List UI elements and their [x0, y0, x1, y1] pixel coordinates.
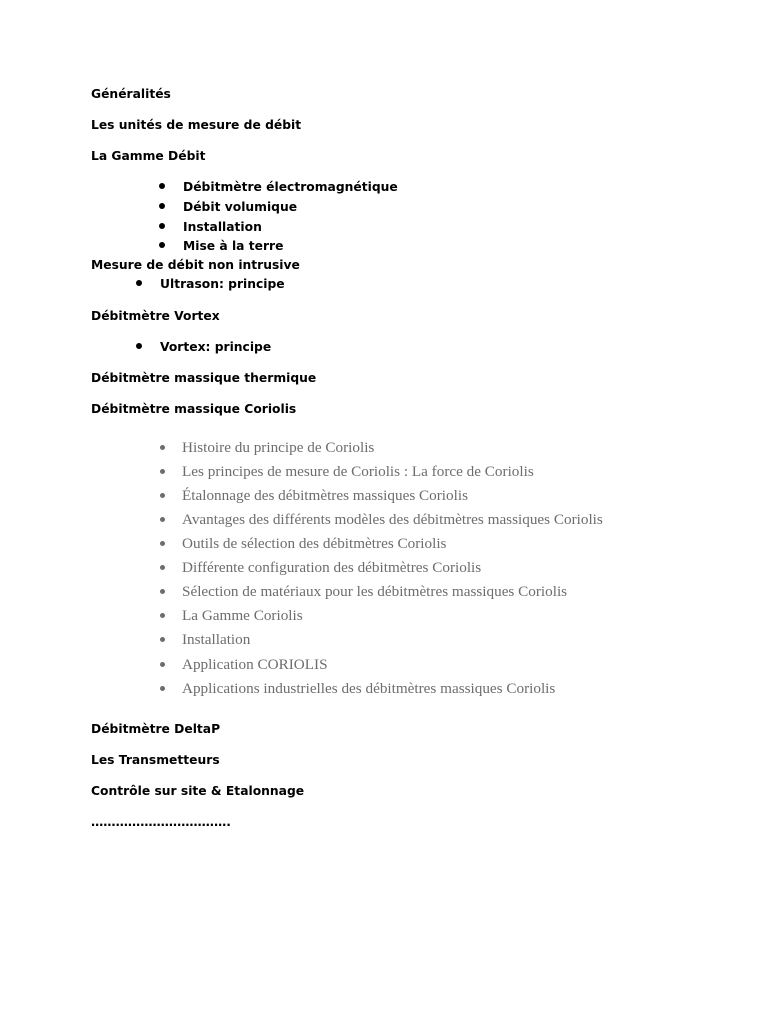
bullet-icon	[159, 242, 165, 248]
bullet-icon	[160, 541, 165, 546]
bullet-icon	[159, 183, 165, 189]
bullet-icon	[160, 662, 165, 667]
heading-non-intrusive: Mesure de débit non intrusive	[91, 258, 300, 272]
list-item: Vortex: principe	[160, 340, 272, 354]
list-item: Débitmètre électromagnétique	[183, 180, 398, 194]
bullet-icon	[160, 493, 165, 498]
heading-thermique: Débitmètre massique thermique	[91, 371, 317, 385]
list-item: Les principes de mesure de Coriolis : La force de Coriolis	[182, 463, 534, 480]
list-item: Installation	[183, 220, 262, 234]
bullet-icon	[160, 613, 165, 618]
bullet-icon	[136, 343, 142, 349]
list-item: Applications industrielles des débitmètres massiques Coriolis	[182, 680, 556, 697]
list-item: Débit volumique	[183, 200, 298, 214]
bullet-icon	[160, 445, 165, 450]
bullet-icon	[160, 517, 165, 522]
list-item: Mise à la terre	[183, 239, 284, 253]
list-item: Outils de sélection des débitmètres Coriolis	[182, 535, 447, 552]
list-item: Ultrason: principe	[160, 277, 285, 291]
heading-unites: Les unités de mesure de débit	[91, 118, 302, 132]
heading-deltap: Débitmètre DeltaP	[91, 722, 221, 736]
list-item: Application CORIOLIS	[182, 656, 328, 673]
bullet-icon	[160, 637, 165, 642]
heading-vortex: Débitmètre Vortex	[91, 309, 220, 323]
bullet-icon	[160, 589, 165, 594]
heading-controle: Contrôle sur site & Etalonnage	[91, 784, 305, 798]
list-item: Installation	[182, 631, 251, 648]
bullet-icon	[160, 686, 165, 691]
list-item: La Gamme Coriolis	[182, 607, 303, 624]
heading-transmetteurs: Les Transmetteurs	[91, 753, 220, 767]
bullet-icon	[160, 565, 165, 570]
list-item: Sélection de matériaux pour les débitmètres massiques Coriolis	[182, 583, 568, 600]
bullet-icon	[136, 280, 142, 286]
heading-generalites: Généralités	[91, 87, 171, 101]
list-item: Étalonnage des débitmètres massiques Coriolis	[182, 487, 468, 504]
list-item: Histoire du principe de Coriolis	[182, 439, 375, 456]
bullet-icon	[159, 223, 165, 229]
heading-gamme-debit: La Gamme Débit	[91, 149, 206, 163]
list-item: Différente configuration des débitmètres Coriolis	[182, 559, 482, 576]
list-item: Avantages des différents modèles des débitmètres massiques Coriolis	[182, 511, 603, 528]
bullet-icon	[159, 203, 165, 209]
heading-coriolis: Débitmètre massique Coriolis	[91, 402, 297, 416]
bullet-icon	[160, 469, 165, 474]
ellipsis-line: …………………………….	[91, 815, 231, 829]
